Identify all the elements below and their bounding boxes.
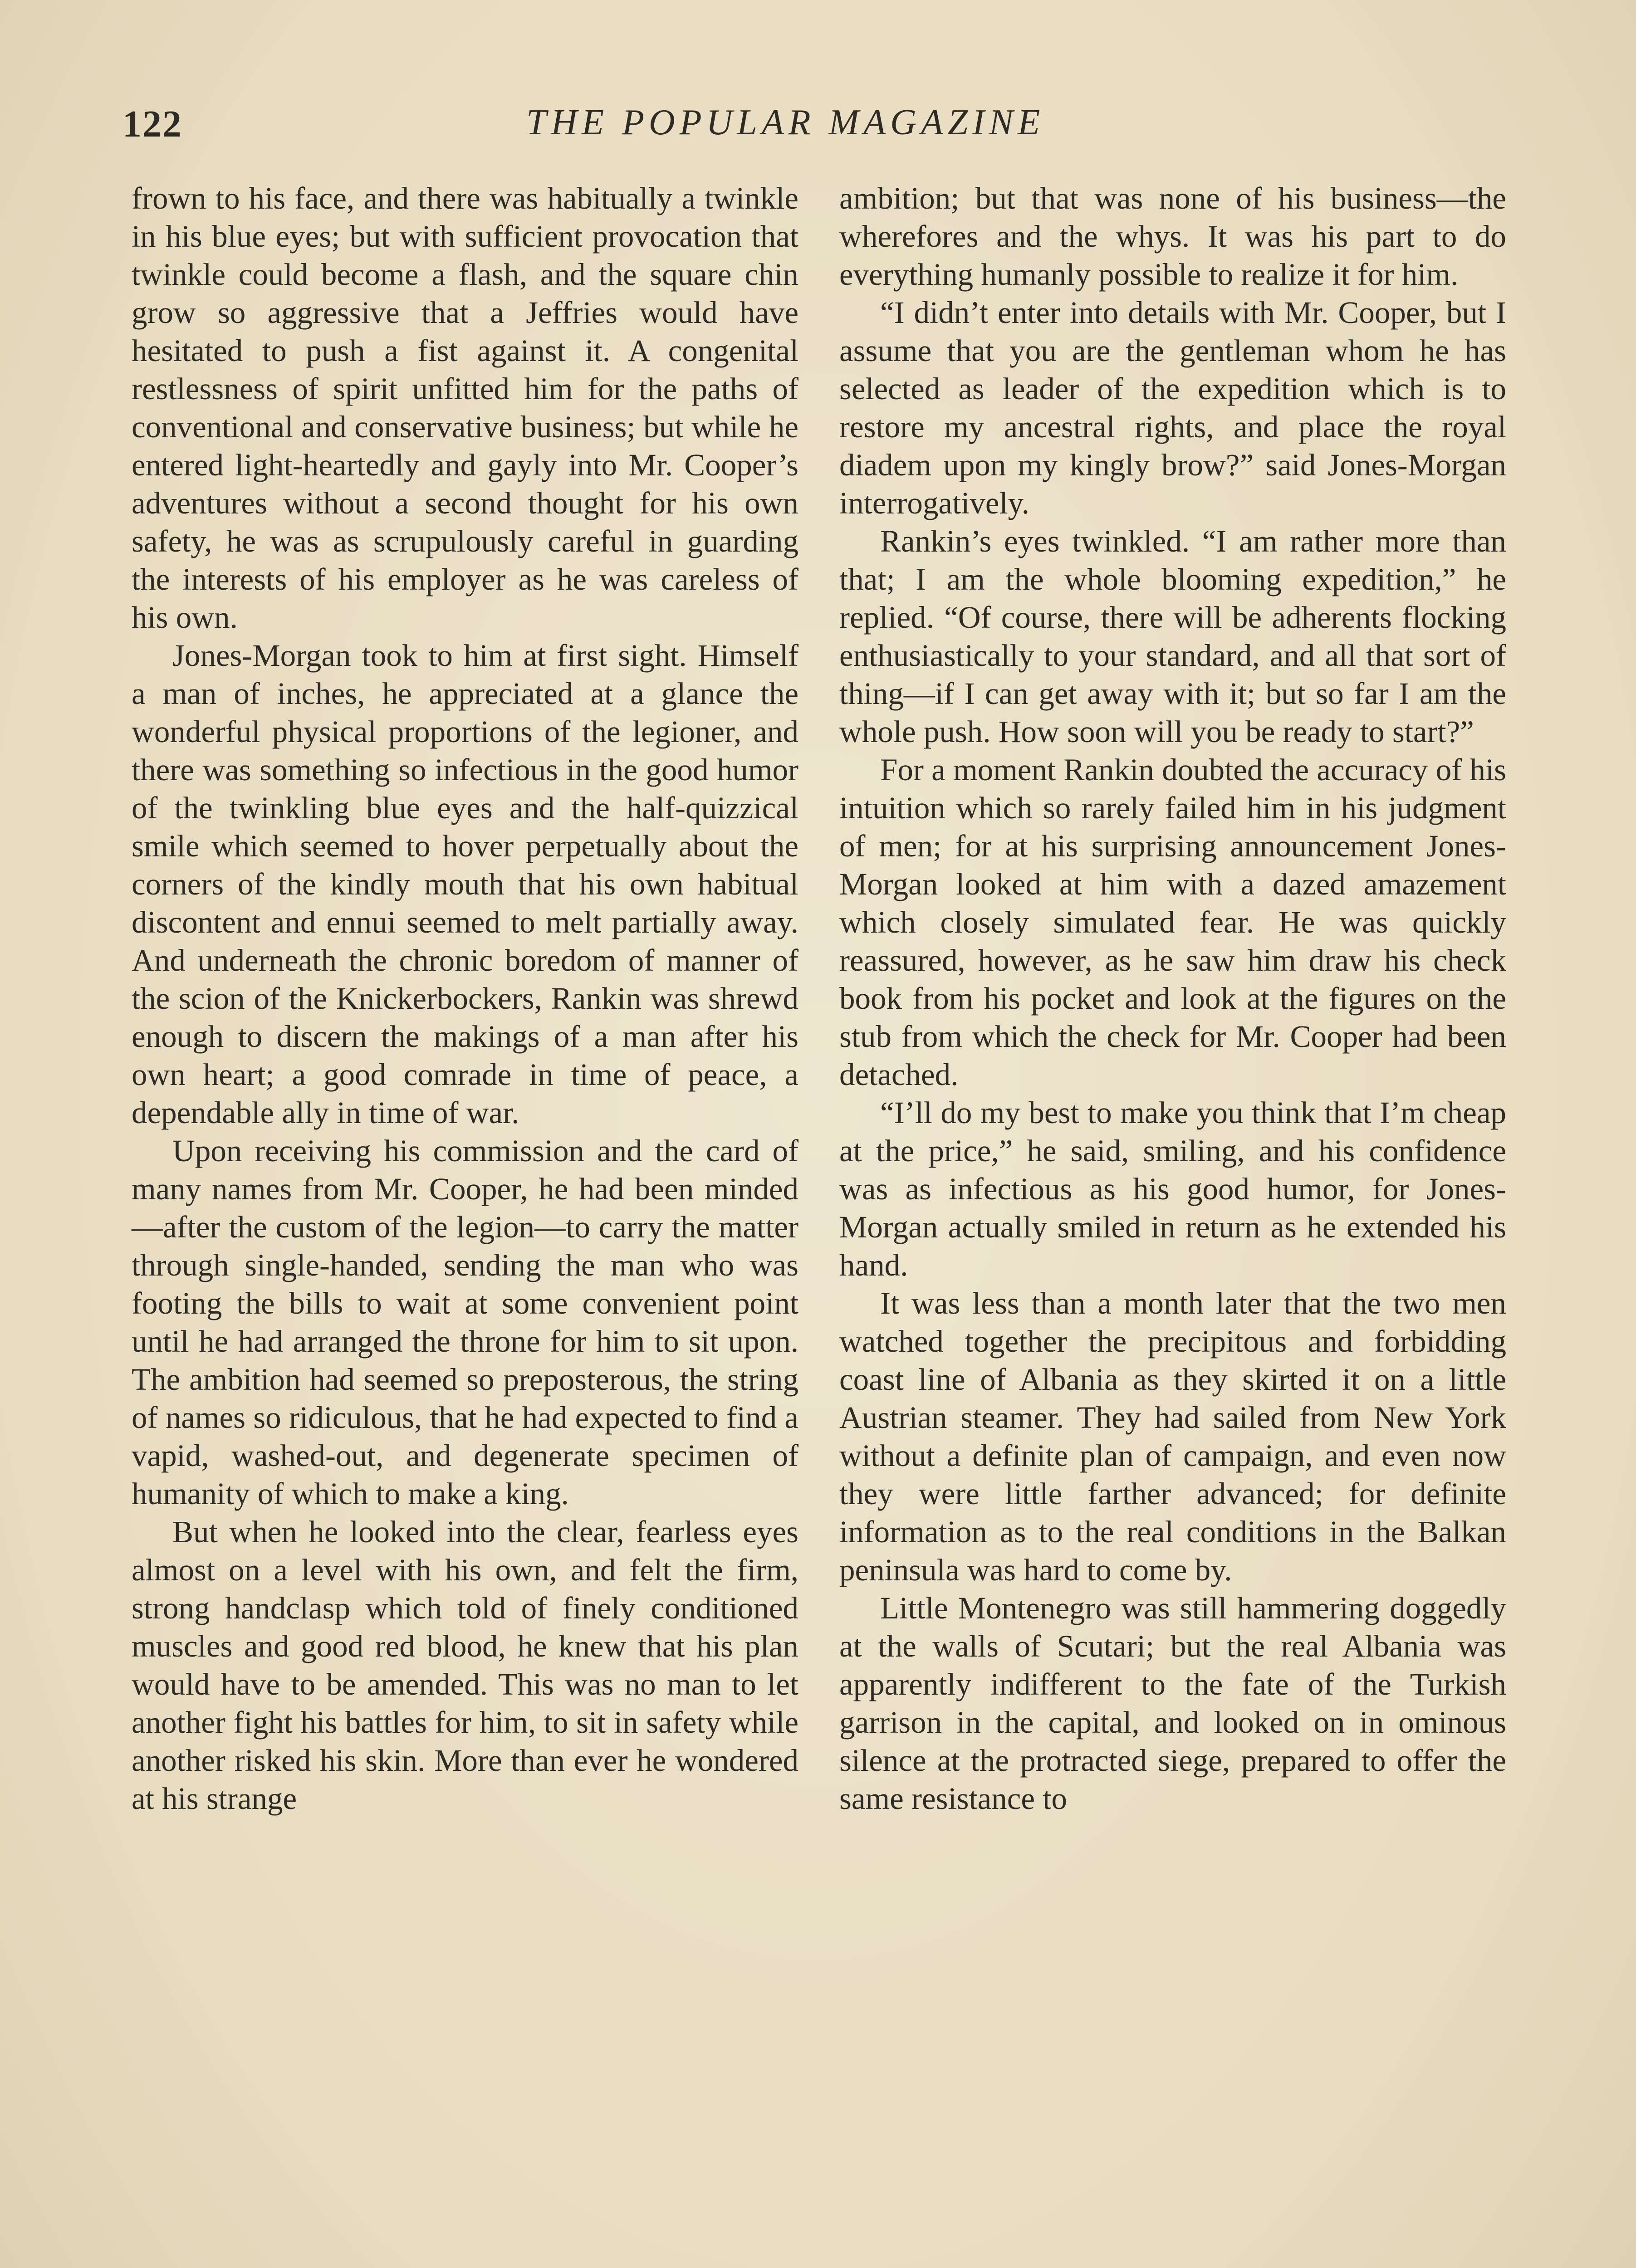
paragraph: Jones-Morgan took to him at first sight. Himself a man of inches, he appreciated at a glance the wonderful physical proportions of the legioner, and there was something so infectious in the good humor of the twinkling blue eyes and the half-quizzical smile which seemed to hover perpetually about the corners of the kindly mouth that his own habitual discontent and ennui seemed to melt partially away. And underneath the chronic boredom of manner of the scion of the Knickerbockers, Rankin was shrewd enough to discern the makings of a man after his own heart; a good comrade in time of peace, a dependable ally in time of war. bbox=[132, 638, 798, 1130]
running-title: THE POPULAR MAGAZINE bbox=[526, 103, 1045, 142]
paragraph: But when he looked into the clear, fearless eyes almost on a level with his own, and felt the firm, strong handclasp which told of finely conditioned muscles and good red blood, he knew that his plan would have to be amended. This was no man to let another fight his battles for him, to sit in safety while another risked his skin. More than ever he wondered at his strange bbox=[132, 1515, 798, 1816]
paragraph: For a moment Rankin doubted the accuracy of his intuition which so rarely failed him in his judgment of men; for at his surprising announcement Jones-Morgan looked at him with a dazed amazement which closely simulated fear. He was quickly reassured, however, as he saw him draw his check book from his pocket and look at the figures on the stub from which the check for Mr. Cooper had been detached. bbox=[839, 753, 1506, 1092]
paragraph: “I didn’t enter into details with Mr. Cooper, but I assume that you are the gentleman whom he has selected as leader of the expedition which is to restore my ancestral rights, and place the royal diadem upon my kingly brow?” said Jones-Morgan interrogatively. bbox=[839, 295, 1506, 520]
paragraph: Little Montenegro was still hammering doggedly at the walls of Scutari; but the real Albania was apparently indifferent to the fate of the Turkish garrison in the capital, and looked on in ominous silence at the protracted siege, prepared to offer the same resistance to bbox=[839, 1591, 1506, 1816]
page-header bbox=[122, 98, 1520, 152]
paragraph: Rankin’s eyes twinkled. “I am rather more than that; I am the whole blooming expedition,” he replied. “Of course, there will be adherents flocking enthusiastically to your standard, and all that sort of thing—if I can get away with it; but so far I am the whole push. How soon will you be ready to start?” bbox=[839, 524, 1506, 749]
paragraph: Upon receiving his commission and the card of many names from Mr. Cooper, he had been minded—after the custom of the legion—to carry the matter through single-handed, sending the man who was footing the bills to wait at some convenient point until he had arranged the throne for him to sit upon. The ambition had seemed so preposterous, the string of names so ridiculous, that he had expected to find a vapid, washed-out, and degenerate specimen of humanity of which to make a king. bbox=[132, 1134, 798, 1511]
paragraph: It was less than a month later that the two men watched together the precipitous and forbidding coast line of Albania as they skirted it on a little Austrian steamer. They had sailed from New York without a definite plan of campaign, and even now they were little farther advanced; for definite information as to the real conditions in the Balkan peninsula was hard to come by. bbox=[839, 1286, 1506, 1587]
paragraph: “I’ll do my best to make you think that I’m cheap at the price,” he said, smiling, and his confidence was as infectious as his good humor, for Jones-Morgan actually smiled in return as he extended his hand. bbox=[839, 1095, 1506, 1282]
left-column bbox=[132, 179, 798, 1818]
paragraph: frown to his face, and there was habitually a twinkle in his blue eyes; but with sufficient provocation that twinkle could become a flash, and the square chin grow so aggressive that a Jeffries would have hesitated to push a fist against it. A congenital restlessness of spirit unfitted him for the paths of conventional and conservative business; but while he entered light-heartedly and gayly into Mr. Cooper’s adventures without a second thought for his own safety, he was as scrupulously careful in guarding the interests of his employer as he was careless of his own. bbox=[132, 181, 798, 635]
page-number: 122 bbox=[122, 103, 182, 145]
paragraph: ambition; but that was none of his business—the wherefores and the whys. It was his part to do everything humanly possible to realize it for him. bbox=[839, 181, 1506, 292]
right-column bbox=[839, 179, 1506, 1818]
